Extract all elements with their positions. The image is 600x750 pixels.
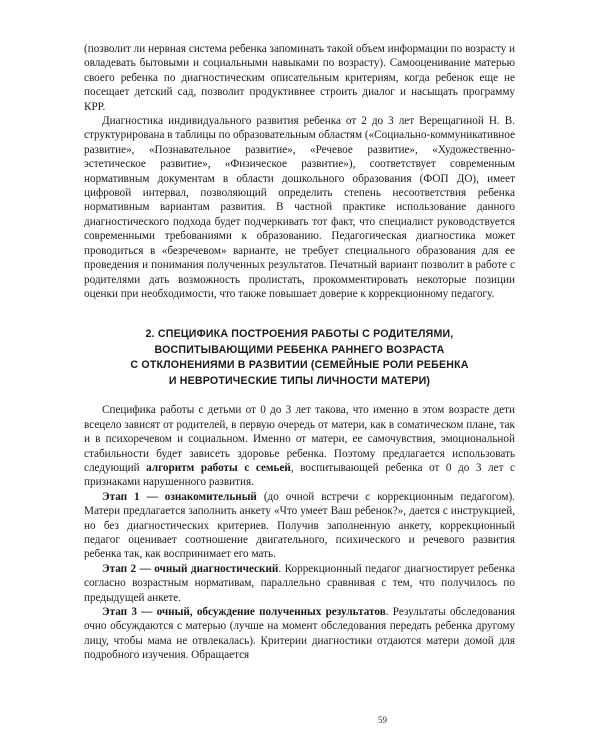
stage-text: . Коррекционный педагог диагностирует ребенка согласно возрастным нормативам, параллельно сравнивая с тем, что получилось по предыдущей анкете. (84, 562, 515, 604)
page-number: 59 (378, 715, 387, 725)
section-heading (84, 327, 515, 389)
paragraph-diagnostics: Диагностика индивидуального развития ребенка от 2 до 3 лет Верещагиной Н. В. структурирована в таблицы по образовательным областям («Социально-коммуникативное развитие», «Познавательное развитие», «Речевое развитие», «Художественно-эстетическое развитие», «Физическое развитие»), соответствует современным нормативным документам в области дошкольного образования (ФОП ДО), имеет цифровой интервал, позволяющий определить степень несоответствия ребенка нормативным вариантам развития. В частной практике использование данного диагностического подхода будет подчеркивать тот факт, что специалист руководствуется современными требованиями к образованию. Педагогическая диагностика может проводиться в «безречевом» варианте, не требует специального образования для ее проведения и понимания полученных результатов. Печатный вариант позволит в работе с родителями дать возможность пролистать, прокомментировать некоторые позиции оценки при необходимости, что также повышает доверие к коррекционному педагогу. (84, 115, 515, 300)
stage-title: Этап 3 — очный, обсуждение полученных результатов (102, 606, 386, 618)
stage-title: Этап 1 — ознакомительный (102, 490, 257, 503)
paragraph-stage-1 (84, 490, 515, 562)
heading-line: 2. СПЕЦИФИКА ПОСТРОЕНИЯ РАБОТЫ С РОДИТЕЛЯМИ, (145, 328, 454, 341)
stage-text: . Результаты обследования очно обсуждаются с матерью (лучше на момент обследования передать ребенка другому лицу, чтобы мама не отвлекалась). Критерии диагностики отдаются матери домой для подробного изучения. Обращается (84, 606, 515, 662)
intro-text: Специфика работы с детьми от 0 до 3 лет такова, что именно в этом возрасте дети всецело зависят от родителей, в первую очередь от матери, как в соматическом плане, так и в психоречевом и социальном. Именно от матери, ее самочувствия, эмоциональной стабильности будет зависеть здоровье ребенка. Поэтому предлагается использовать следующий (84, 404, 515, 474)
paragraph-stage-2 (84, 562, 515, 605)
algorithm-term: алгоритм работы с семьей (146, 461, 291, 474)
paragraph-continued: (позволит ли нервная система ребенка запоминать такой объем информации по возрасту и овладевать бытовыми и социальными навыками по возрасту). Самооценивание матерью своего ребенка по диагностическим описательным критериям, когда ребенок еще не посещает детский сад, позволит продуктивнее строить диалог и насыщать программу КРР. (84, 43, 515, 113)
stage-title: Этап 2 — очный диагностический (102, 562, 279, 575)
intro-text-end: , воспитывающей ребенка от 0 до 3 лет с признаками нарушенного развития. (84, 461, 515, 489)
heading-line: ВОСПИТЫВАЮЩИМИ РЕБЕНКА РАННЕГО ВОЗРАСТА (154, 343, 445, 356)
paragraph-stage-3 (84, 605, 515, 663)
page-body (84, 42, 515, 663)
heading-line: И НЕВРОТИЧЕСКИЕ ТИПЫ ЛИЧНОСТИ МАТЕРИ) (168, 374, 431, 387)
paragraph-intro (84, 403, 515, 489)
stage-text: (до очной встречи с коррекционным педагогом). Матери предлагается заполнить анкету «Что умеет Ваш ребенок?», дается с инструкцией, но без диагностических критериев. Получив заполненную анкету, коррекционный педагог оценивает соотношение двигательного, психического и речевого развития ребенка так, как воспринимает его мать. (84, 490, 515, 561)
heading-line: С ОТКЛОНЕНИЯМИ В РАЗВИТИИ (СЕМЕЙНЫЕ РОЛИ РЕБЕНКА (130, 359, 469, 372)
